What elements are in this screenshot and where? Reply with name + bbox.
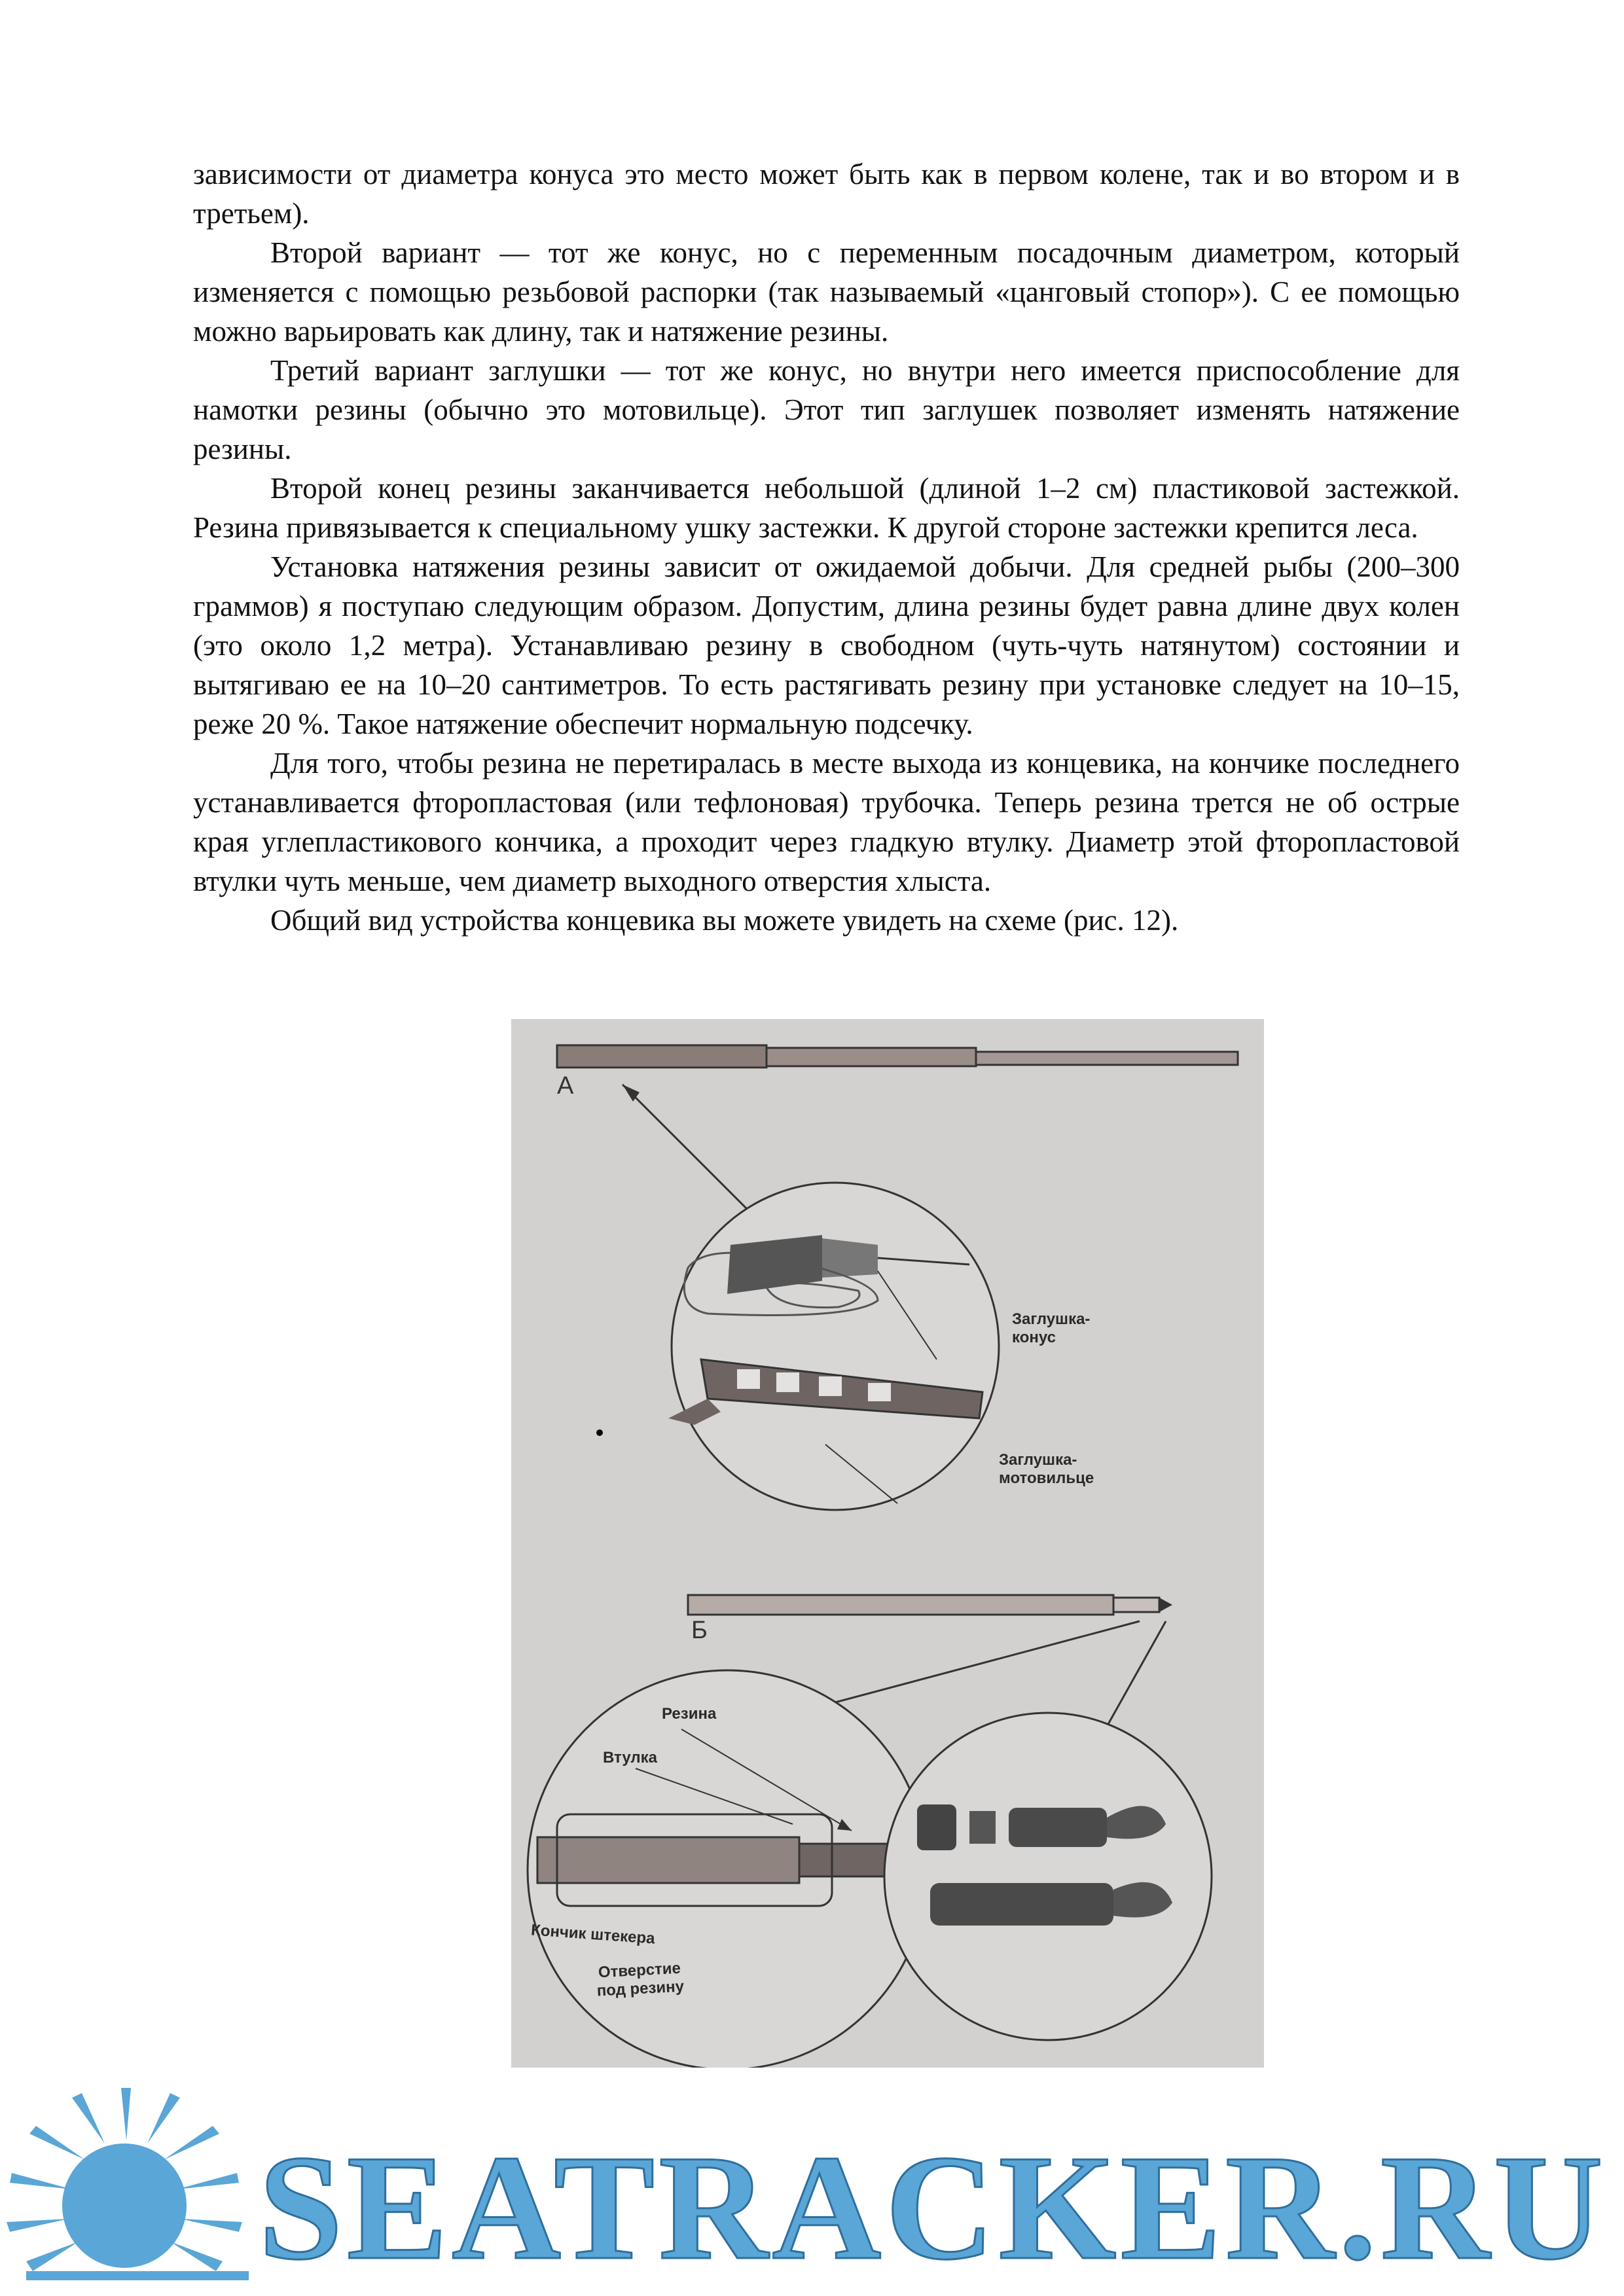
label-zaglushka-motovilce: Заглушка- мотовильце bbox=[999, 1451, 1094, 1487]
label-konchik-shtekera: Кончик штекера bbox=[530, 1921, 656, 1948]
diagram-drawing bbox=[511, 1019, 1264, 2068]
watermark-text: SEATRACKER.RU bbox=[259, 2124, 1607, 2291]
label-rezina: Резина bbox=[662, 1705, 717, 1723]
paragraph-3: Третий вариант заглушки — тот же конус, но внутри него имеется приспособление для намотки резины (обычно это мотовильце). Этот тип заглушек позволяет изменять натяжение резины. bbox=[193, 354, 1460, 465]
label-a: А bbox=[557, 1072, 574, 1100]
paragraph-1: зависимости от диаметра конуса это место может быть как в первом колене, так и во втором и в третьем). bbox=[193, 158, 1460, 230]
magnified-circle-a bbox=[668, 1183, 999, 1510]
rod-tip-diagram bbox=[511, 1019, 1264, 2068]
magnified-circle-b-left bbox=[528, 1670, 927, 2068]
paragraph-7: Общий вид устройства концевика вы можете увидеть на схеме (рис. 12). bbox=[270, 904, 1179, 937]
label-vtulka: Втулка bbox=[603, 1749, 658, 1767]
paragraph-4: Второй конец резины заканчивается небольшой (длиной 1–2 см) пластиковой застежкой. Резина привязывается к специальному ушку застежки. К другой стороне застежки крепится леса. bbox=[193, 472, 1460, 544]
article-text bbox=[193, 154, 1460, 940]
label-zaglushka-konus: Заглушка- конус bbox=[1012, 1310, 1091, 1346]
seatracker-watermark bbox=[0, 2062, 1624, 2296]
label-otverstie: Отверстие под резину bbox=[596, 1959, 685, 2000]
sun-logo-icon bbox=[0, 2062, 1624, 2296]
paragraph-6: Для того, чтобы резина не перетиралась в месте выхода из концевика, на кончике последнего устанавливается фторопластовая (или тефлоновая) трубочка. Теперь резина трется не об острые края углепластикового кончика, а проходит через гладкую втулку. Диаметр этой фторопластовой втулки чуть меньше, чем диаметр выходного отверстия хлыста. bbox=[193, 747, 1460, 897]
magnified-circle-b-right bbox=[884, 1713, 1212, 2040]
label-b: Б bbox=[691, 1617, 708, 1644]
paragraph-5: Установка натяжения резины зависит от ожидаемой добычи. Для средней рыбы (200–300 граммов) я поступаю следующим образом. Допустим, длина резины будет равна длине двух колен (это около 1,2 метра). Устанавливаю резину в свободном (чуть-чуть натянутом) состоянии и вытягиваю ее на 10–20 сантиметров. То есть растягивать резину при установке следует на 10–15, реже 20 %. Такое натяжение обеспечит нормальную подсечку. bbox=[193, 550, 1460, 740]
paragraph-2: Второй вариант — тот же конус, но с переменным посадочным диаметром, который изменяется с помощью резьбовой распорки (так называемый «цанговый стопор»). С ее помощью можно варьировать как длину, так и натяжение резины. bbox=[193, 236, 1460, 348]
